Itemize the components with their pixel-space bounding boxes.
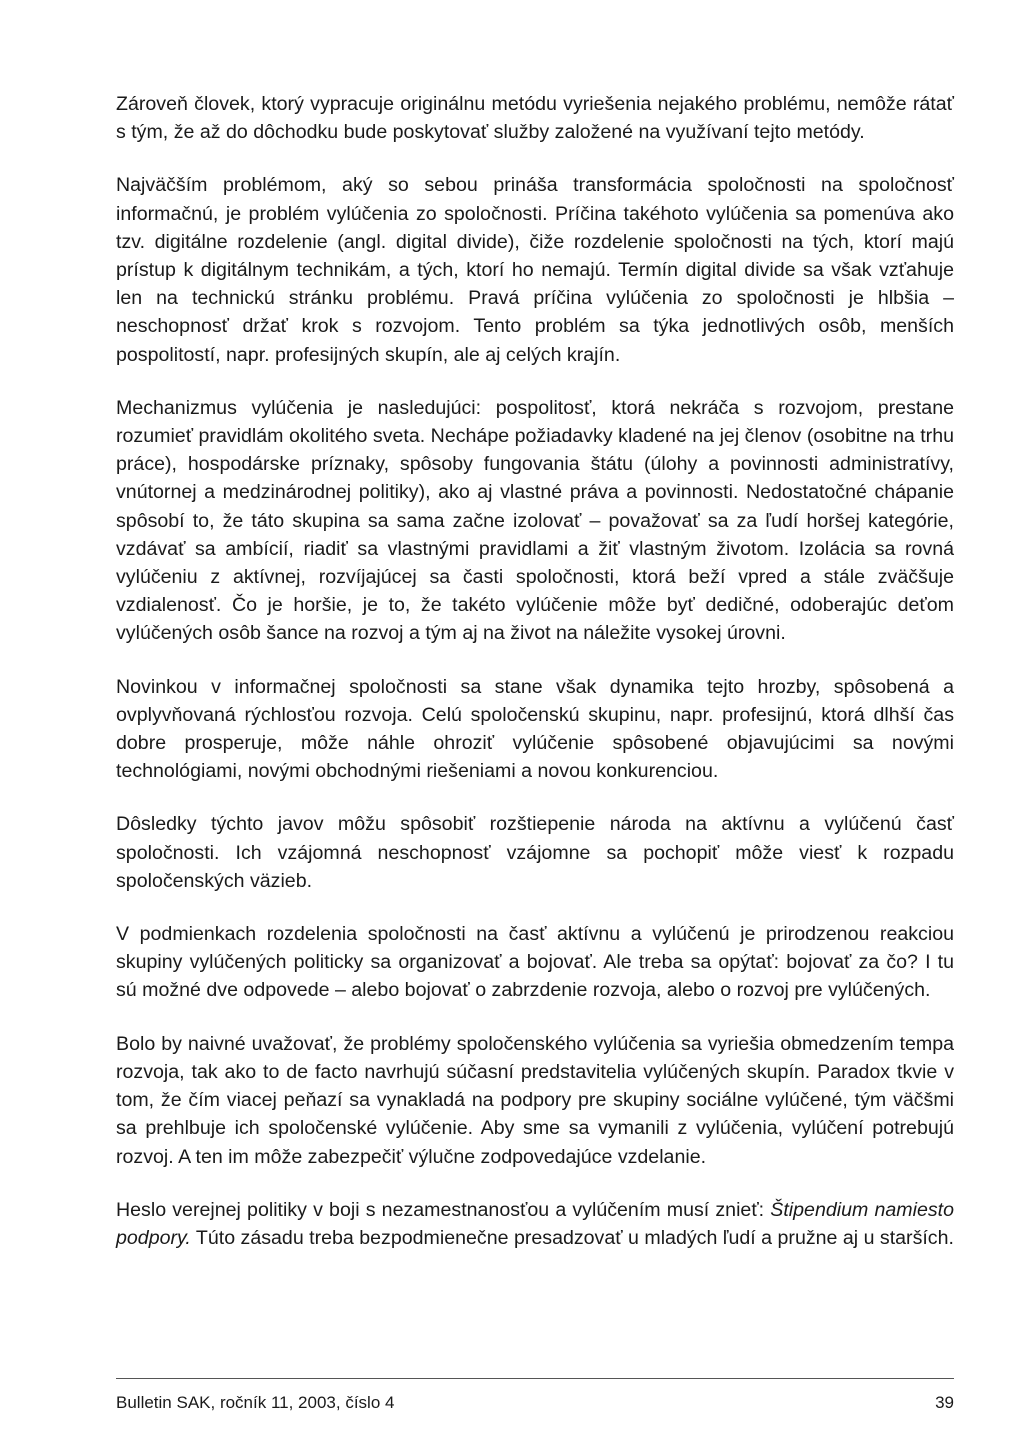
paragraph-1: Zároveň človek, ktorý vypracuje originálnu metódu vyriešenia nejakého problému, nemôže rátať s tým, že až do dôchodku bude poskytovať služby založené na využívaní tejto metódy.	[116, 93, 954, 144]
page-number: 39	[935, 1393, 954, 1412]
footer-divider	[116, 1378, 954, 1379]
document-body	[116, 90, 954, 1277]
paragraph-4: Novinkou v informačnej spoločnosti sa stane však dynamika tejto hrozby, spôsobená a ovplyvňovaná rýchlosťou rozvoja. Celú spoločenskú skupinu, napr. profesijnú, ktorá dlhší čas dobre prosperuje, môže náhle ohroziť vylúčenie spôsobené objavujúcimi sa novými technológiami, novými obchodnými riešeniami a novou konkurenciou.	[116, 675, 954, 783]
paragraph-3: Mechanizmus vylúčenia je nasledujúci: pospolitosť, ktorá nekráča s rozvojom, prestane rozumieť pravidlám okolitého sveta. Nechápe požiadavky kladené na jej členov (osobitne na trhu práce), hospodárske príznaky, spôsoby fungovania štátu (úlohy a povinnosti administratívy, vnútornej a medzinárodnej politiky), ako aj vlastné práva a povinnosti. Nedostatočné chápanie spôsobí to, že táto skupina sa sama začne izolovať – považovať sa za ľudí horšej kategórie, vzdávať sa ambícií, riadiť sa vlastnými pravidlami a žiť vlastným životom. Izolácia sa rovná vylúčeniu z aktívnej, rozvíjajúcej sa časti spoločnosti, ktorá beží vpred a stále zväčšuje vzdialenosť. Čo je horšie, je to, že takéto vylúčenie môže byť dedičné, odoberajúc deťom vylúčených osôb šance na rozvoj a tým aj na život na náležite vysokej úrovni.	[116, 396, 954, 645]
paragraph-8-tail: Túto zásadu treba bezpodmienečne presadzovať u mladých ľudí a pružne aj u starších.	[190, 1226, 954, 1249]
page-footer	[116, 1392, 954, 1414]
paragraph-2: Najväčším problémom, aký so sebou prináša transformácia spoločnosti na spoločnosť informačnú, je problém vylúčenia zo spoločnosti. Príčina takéhoto vylúčenia sa pomenúva ako tzv. digitálne rozdelenie (angl. digital divide), čiže rozdelenie spoločnosti na tých, ktorí majú prístup k digitálnym technikám, a tých, ktorí ho nemajú. Termín digital divide sa však vzťahuje len na technickú stránku problému. Pravá príčina vylúčenia zo spoločnosti je hlbšia – neschopnosť držať krok s rozvojom. Tento problém sa týka jednotlivých osôb, menších pospolitostí, napr. profesijných skupín, ale aj celých krajín.	[116, 174, 954, 366]
paragraph-6: V podmienkach rozdelenia spoločnosti na časť aktívnu a vylúčenú je prirodzenou reakciou skupiny vylúčených politicky sa organizovať a bojovať. Ale treba sa opýtať: bojovať za čo? I tu sú možné dve odpovede – alebo bojovať o zabrzdenie rozvoja, alebo o rozvoj pre vylúčených.	[116, 923, 954, 1002]
paragraph-8-lead: Heslo verejnej politiky v boji s nezamestnanosťou a vylúčením musí znieť:	[116, 1198, 771, 1221]
paragraph-8-emphasis: Štipendium namiesto podpory.	[116, 1198, 954, 1249]
paragraph-7: Bolo by naivné uvažovať, že problémy spoločenského vylúčenia sa vyriešia obmedzením tempa rozvoja, tak ako to de facto navrhujú súčasní predstavitelia vylúčených skupín. Paradox tkvie v tom, že čím viacej peňazí sa vynakladá na podpory pre skupiny sociálne vylúčené, tým väčšmi sa prehlbuje ich spoločenské vylúčenie. Aby sme sa vymanili z vylúčenia, vylúčení potrebujú rozvoj. A ten im môže zabezpečiť výlučne zodpovedajúce vzdelanie.	[116, 1032, 954, 1168]
footer-citation: Bulletin SAK, ročník 11, 2003, číslo 4	[116, 1393, 395, 1412]
paragraph-5: Dôsledky týchto javov môžu spôsobiť rozštiepenie národa na aktívnu a vylúčenú časť spoločnosti. Ich vzájomná neschopnosť vzájomne sa pochopiť môže viesť k rozpadu spoločenských väzieb.	[116, 813, 954, 892]
paragraph-8	[116, 1196, 954, 1252]
